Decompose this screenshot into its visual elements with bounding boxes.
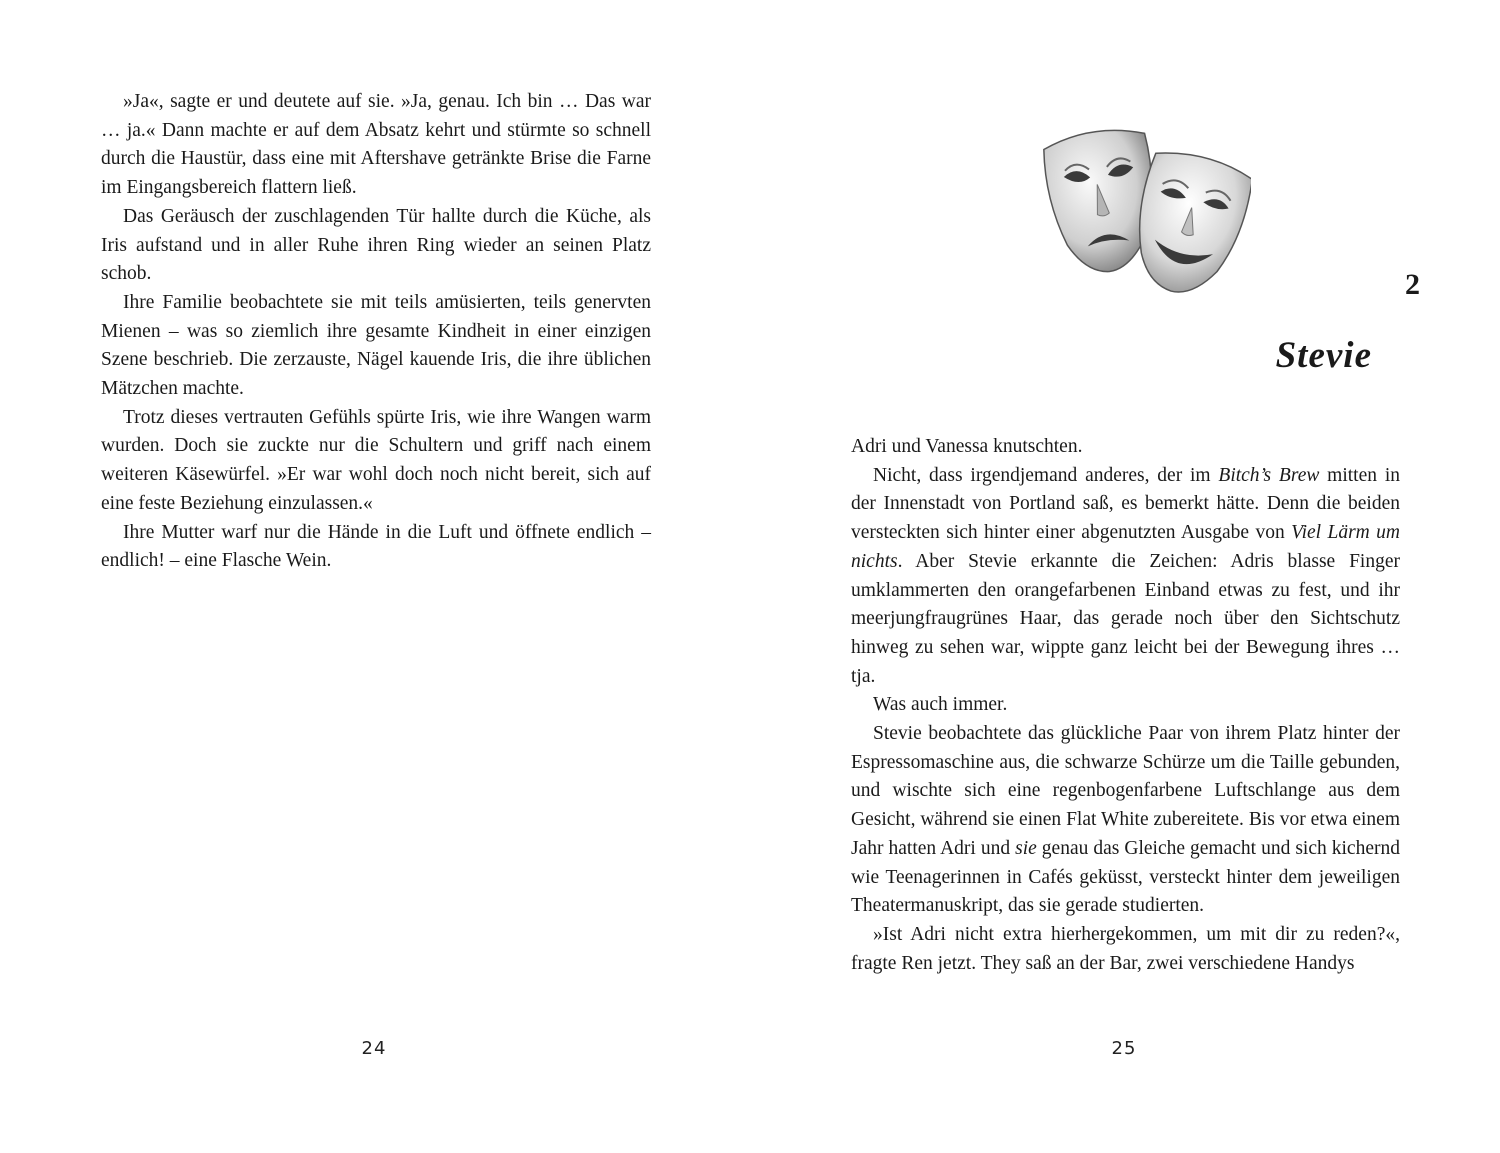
book-title-cafe: Bitch’s Brew	[1218, 464, 1320, 486]
text-run: Nicht, dass irgendjemand anderes, der im	[873, 464, 1219, 486]
paragraph: »Ja«, sagte er und deutete auf sie. »Ja, genau. Ich bin … Das war … ja.« Dann machte er auf dem Absatz kehrt und stürmte so schnell durch die Haustür, dass eine mit Aftershave getränkte Brise die Farne im Eingangsbereich flattern ließ.	[101, 91, 651, 199]
text-run: . Aber Stevie erkannte die Zeichen: Adris blasse Finger umklammerten den orangefarbenen Einband etwas zu fest, und ihr meerjungfraugrünes Haar, das gerade noch über den Sichtschutz hinweg zu sehen war, wippte ganz leicht bei der Bewegung ihres … tja.	[851, 550, 1400, 687]
paragraph: Trotz dieses vertrauten Gefühls spürte Iris, wie ihre Wangen warm wurden. Doch sie zuckte nur die Schultern und griff nach einem weiteren Käsewürfel. »Er war wohl doch noch nicht bereit, sich auf eine feste Beziehung einzulassen.«	[101, 406, 651, 514]
book-title-play: Viel Lärm um nichts	[851, 522, 1400, 572]
text-run: genau das Gleiche gemacht und sich kichernd wie Teenagerinnen in Cafés geküsst, versteckt hinter dem jeweiligen Theatermanuskript, das sie gerade studierten.	[851, 837, 1400, 917]
chapter-number: 2	[1405, 268, 1420, 301]
left-page-text	[101, 88, 651, 576]
paragraph: Adri und Vanessa knutschten.	[851, 436, 1083, 457]
text-run: mitten in der Innenstadt von Portland saß, es bemerkt hätte. Denn die beiden versteckten sich hinter einer abgenutzten Ausgabe von	[851, 464, 1400, 544]
page-number-right: 25	[1111, 1038, 1137, 1059]
paragraph	[851, 462, 1400, 692]
paragraph: Das Geräusch der zuschlagenden Tür hallte durch die Küche, als Iris aufstand und in aller Ruhe ihren Ring wieder an seinen Platz schob.	[101, 205, 651, 285]
paragraph: Was auch immer.	[873, 694, 1008, 716]
right-page	[750, 0, 1500, 1153]
paragraph: »Ist Adri nicht extra hierhergekommen, um mit dir zu reden?«, fragte Ren jetzt. They saß an der Bar, zwei verschiedene Handys	[851, 923, 1400, 974]
chapter-title: Stevie	[1275, 335, 1372, 376]
text-run: Stevie beobachtete das glückliche Paar von ihrem Platz hinter der Espressomaschine aus, die schwarze Schürze um die Taille gebunden, und wischte sich eine regenbogenfarbene Luftschlange aus dem Gesicht, während sie einen Flat White zubereitete. Bis vor etwa einem Jahr hatten Adri und	[851, 723, 1400, 859]
theater-masks-icon	[1041, 122, 1251, 302]
paragraph: Ihre Mutter warf nur die Hände in die Luft und öffnete endlich – endlich! – eine Flasche Wein.	[101, 521, 651, 572]
paragraph: Ihre Familie beobachtete sie mit teils amüsierten, teils genervten Mienen – was so ziemlich ihre gesamte Kindheit in einer einzigen Szene beschrieb. Die zerzauste, Nägel kauende Iris, die ihre üblichen Mätzchen machte.	[101, 291, 651, 400]
emphasis: sie	[1015, 837, 1037, 859]
paragraph	[851, 720, 1400, 921]
right-page-text	[851, 433, 1400, 978]
page-number-left: 24	[361, 1038, 387, 1059]
